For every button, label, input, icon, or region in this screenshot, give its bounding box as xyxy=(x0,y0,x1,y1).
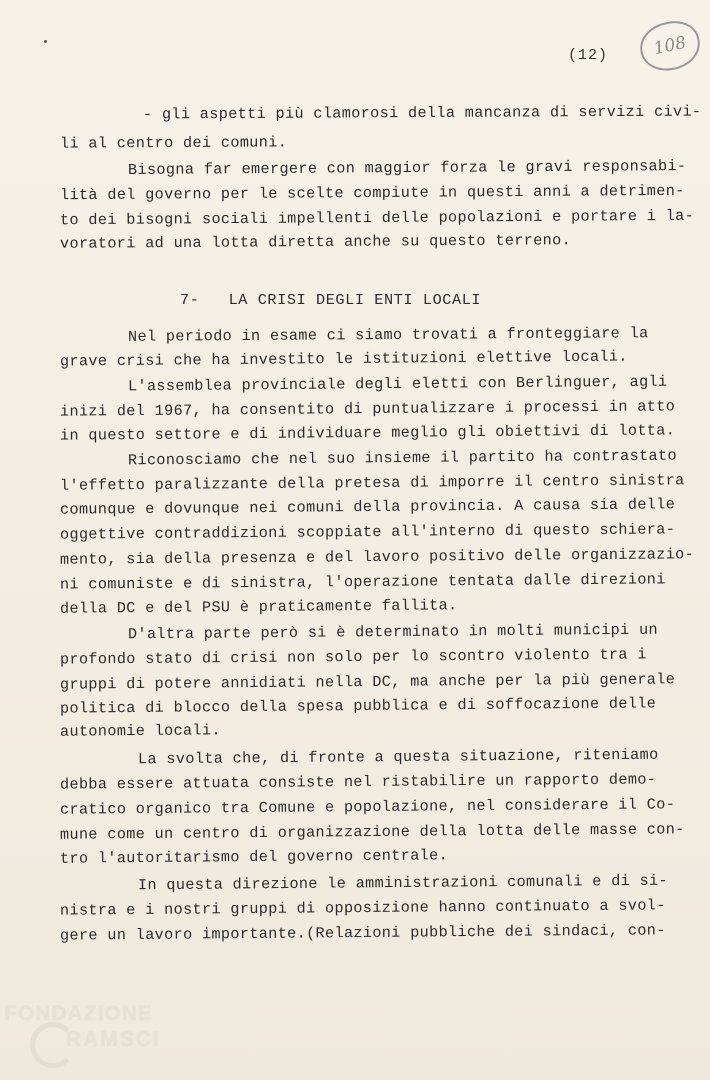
text-line: in questo settore e di individuare meglio gli obiettivi di lotta. xyxy=(59,421,676,445)
text-line: mune come un centro di organizzazione della lotta delle masse con- xyxy=(59,820,685,844)
text-line: cratico organico tra Comune e popolazione, nel considerare il Co- xyxy=(59,795,676,819)
ink-speck xyxy=(44,40,47,43)
text-line: Bisogna far emergere con maggior forza le gravi responsabi- xyxy=(127,157,687,179)
text-line: L'assemblea provinciale degli eletti con Berlinguer, agli xyxy=(127,372,668,396)
text-line: Riconosciamo che nel suo insieme il partito ha contrastato xyxy=(127,446,677,470)
archive-watermark xyxy=(4,1002,204,1074)
page-number: (12) xyxy=(568,47,609,64)
text-line: voratori ad una lotta diretta anche su questo terreno. xyxy=(59,231,572,253)
text-line: In questa direzione le amministrazioni comunali e di si- xyxy=(137,871,669,895)
text-line: lità del governo per le scelte compiute in questi anni a detrimen- xyxy=(59,181,685,205)
text-line: autonomie locali. xyxy=(59,721,221,741)
text-line: inizi del 1967, ha consentito di puntualizzare i processi in atto xyxy=(59,397,676,421)
text-line: gruppi di potere annidiati nella DC, ma anche per la più generale xyxy=(59,670,676,694)
archive-number-stamp: 108 xyxy=(636,16,705,75)
section-heading: 7- LA CRISI DEGLI ENTI LOCALI xyxy=(180,291,482,309)
text-line: grave crisi che ha investito le istituzioni elettive locali. xyxy=(59,347,628,371)
watermark-text: FONDAZIONE xyxy=(4,1002,153,1025)
text-line: La svolta che, di fronte a questa situazione, riteniamo xyxy=(137,745,659,769)
text-line: nistra e i nostri gruppi di opposizione hanno continuato a svol- xyxy=(59,896,666,920)
text-line: ni comuniste e di sinistra, l'operazione tentata dalle direzioni xyxy=(59,570,666,594)
text-line: to dei bisogni sociali impellenti delle popolazioni e portare i la- xyxy=(59,206,695,230)
text-line: comunque e dovunque nei comuni della provincia. A causa sia delle xyxy=(59,495,676,519)
text-line: D'altra parte però si è determinato in molti municipi un xyxy=(127,620,659,644)
text-line: profondo stato di crisi non solo per lo scontro violento tra i xyxy=(59,645,647,669)
text-line: oggettive contraddizioni scoppiate all'interno di questo schiera- xyxy=(59,520,676,544)
text-line: tro l'autoritarismo del governo centrale. xyxy=(59,846,449,868)
text-line: debba essere attuata consiste nel ristabilire un rapporto demo- xyxy=(59,770,657,794)
text-line: mento, sia della presenza e del lavoro positivo delle organizzazio- xyxy=(59,545,695,569)
text-line: li al centro dei comuni. xyxy=(59,133,288,153)
text-line: - gli aspetti più clamorosi della mancanza di servizi civi- xyxy=(142,102,702,124)
text-line: politica di blocco della spesa pubblica e di soffocazione delle xyxy=(59,694,657,718)
text-line: l'effetto paralizzante della pretesa di imporre il centro sinistra xyxy=(59,471,685,495)
text-line: della DC e del PSU è praticamente fallita. xyxy=(59,596,458,618)
text-line: gere un lavoro importante.(Relazioni pubbliche dei sindaci, con- xyxy=(59,921,666,945)
watermark-text: RAMSCI xyxy=(66,1028,161,1051)
text-line: Nel periodo in esame ci siamo trovati a fronteggiare la xyxy=(127,324,649,346)
